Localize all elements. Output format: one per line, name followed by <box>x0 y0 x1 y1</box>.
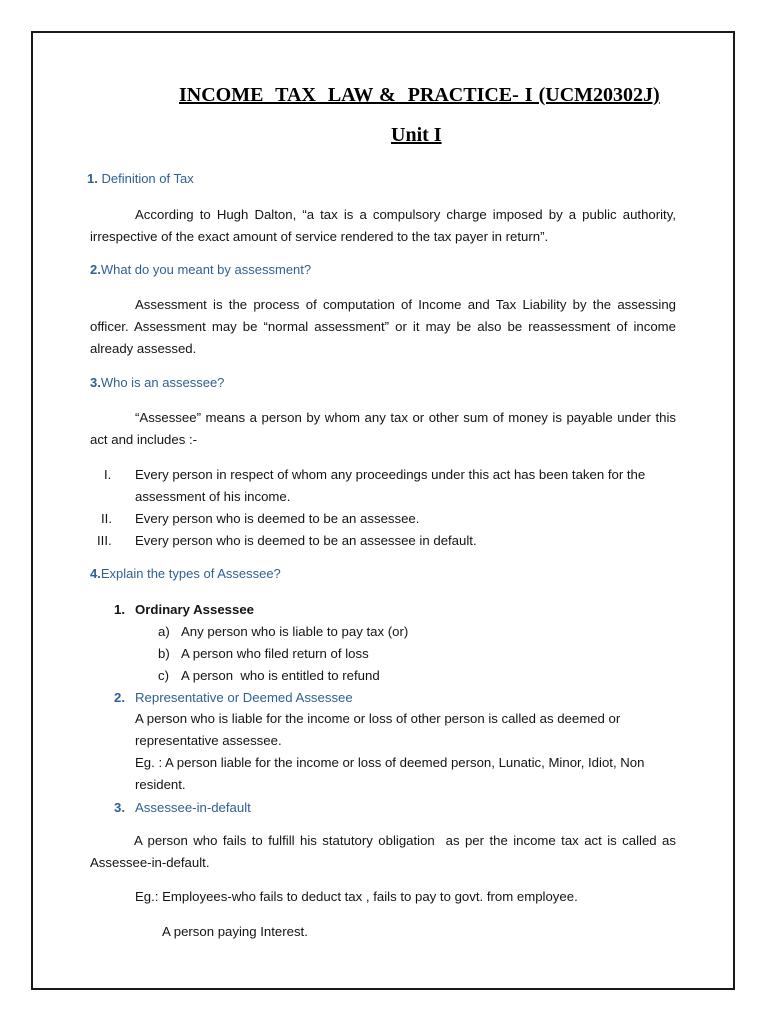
question-4-number: 4. <box>90 566 101 581</box>
question-1-text: Definition of Tax <box>101 171 194 186</box>
type-3-label: Assessee-in-default <box>135 800 251 815</box>
list-item-marker: II. <box>101 511 112 526</box>
question-1-number: 1. <box>87 171 98 186</box>
type-3-number: 3. <box>114 800 125 815</box>
question-3-number: 3. <box>90 375 101 390</box>
type-2-description: A person who is liable for the income or loss of other person is called as deemed or representative assessee. <box>135 711 621 748</box>
document-title: INCOME TAX LAW & PRACTICE- I (UCM20302J) <box>179 84 660 106</box>
assessee-in-default-description: A person who fails to fulfill his statutory obligation as per the income tax act is called as Assessee-in-default. <box>90 833 679 870</box>
question-4-heading <box>90 566 281 581</box>
list-item: Every person in respect of whom any proceedings under this act has been taken for the assessment of his income. <box>135 467 646 504</box>
sub-item: Any person who is liable to pay tax (or) <box>181 624 409 639</box>
sub-item: A person who filed return of loss <box>181 646 369 661</box>
type-1-number: 1. <box>114 602 125 617</box>
type-2-label: Representative or Deemed Assessee <box>135 690 353 705</box>
sub-item-marker: a) <box>158 624 170 639</box>
type-1-label: Ordinary Assessee <box>135 602 255 617</box>
question-4-text: Explain the types of Assessee? <box>100 566 281 581</box>
list-item-marker: III. <box>97 533 112 548</box>
question-1-answer: According to Hugh Dalton, “a tax is a compulsory charge imposed by a public authority, irrespective of the exact amount of service rendered to the tax payer in return”. <box>90 207 676 244</box>
question-2-number: 2. <box>90 262 101 277</box>
assessee-in-default-example: Eg.: Employees-who fails to deduct tax , fails to pay to govt. from employee. <box>135 889 578 904</box>
question-2-heading <box>90 262 311 277</box>
question-2-answer: Assessment is the process of computation of Income and Tax Liability by the assessing officer. Assessment may be “normal assessment” or it may be also be reassessment of income already assessed. <box>90 297 676 356</box>
question-3-answer: “Assessee” means a person by whom any tax or other sum of money is payable under this act and includes :- <box>90 410 676 447</box>
list-item-marker: I. <box>104 467 112 482</box>
list-item: Every person who is deemed to be an assessee in default. <box>135 533 477 548</box>
assessee-in-default-line: A person paying Interest. <box>162 924 308 939</box>
question-2-text: What do you meant by assessment? <box>100 262 312 277</box>
type-2-number: 2. <box>114 690 125 705</box>
sub-item: A person who is entitled to refund <box>181 668 380 683</box>
list-item: Every person who is deemed to be an assessee. <box>135 511 420 526</box>
type-2-example: Eg. : A person liable for the income or loss of deemed person, Lunatic, Minor, Idiot, Non resident. <box>135 755 645 792</box>
question-1-heading <box>87 171 194 186</box>
question-3-text: Who is an assessee? <box>100 375 225 390</box>
unit-title: Unit I <box>391 124 442 146</box>
question-3-heading <box>90 375 224 390</box>
sub-item-marker: c) <box>158 668 169 683</box>
sub-item-marker: b) <box>158 646 170 661</box>
